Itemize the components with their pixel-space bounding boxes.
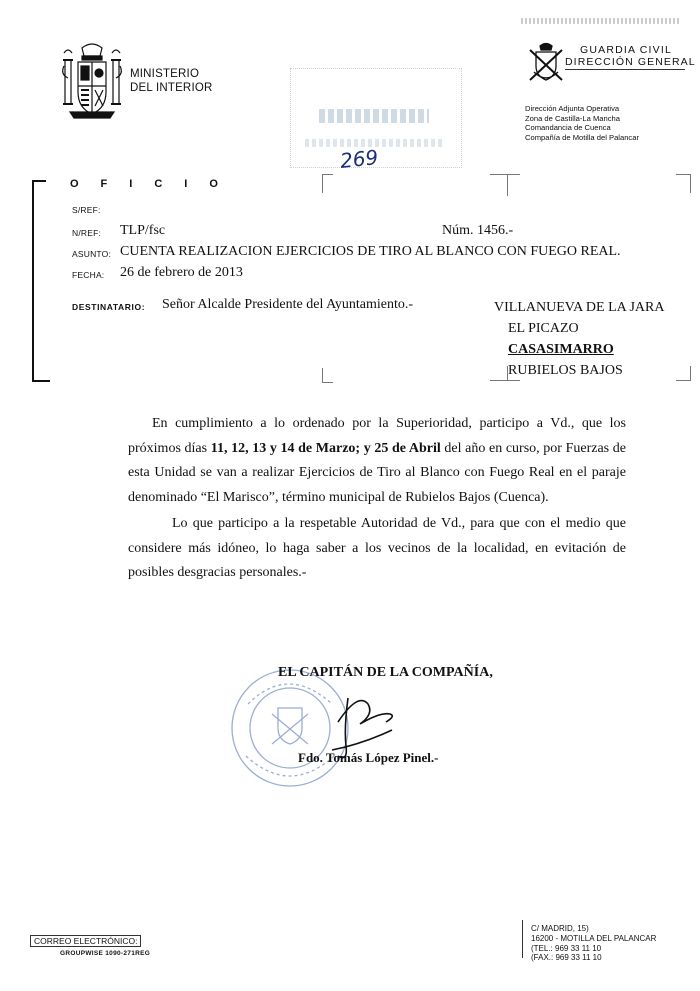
asunto-value: CUENTA REALIZACION EJERCICIOS DE TIRO AL BLANCO CON FUEGO REAL. [120,244,621,259]
nref-value: TLP/fsc [120,223,166,238]
oficio-frame-left [32,180,34,382]
scan-noise-strip [521,18,681,24]
spain-coat-of-arms-logo [60,42,124,124]
destinatario-label: DESTINATARIO: [72,302,146,312]
body-paragraph-1: En cumplimiento a lo ordenado por la Superioridad, participo a Vd., que los próximos días 11, 12, 13 y 14 de Marzo; y 25 de Abril del año en curso, por Fuerzas de esta Unidad se van a realizar Ejercicios de Tiro al Blanco con Fuego Real en el paraje denominado “El Marisco”, término municipal de Rubielos Bajos (Cuenca). [128,416,626,505]
exercise-dates: 11, 12, 13 y 14 de Marzo; y 25 de Abril [210,440,441,456]
place-el-picazo: EL PICAZO [508,321,579,336]
body-paragraph-2: Lo que participo a la respetable Autoridad de Vd., para que con el medio que considere más idóneo, lo haga saber a los vecinos de la localidad, en evitación de posibles desgracias personales.- [128,516,626,580]
groupwise-id: GROUPWISE 1090-271REG [60,950,151,957]
postal-address: C/ MADRID, 15) 16200 - MOTILLA DEL PALANCAR (TEL.: 969 33 11 10 (FAX.: 969 33 11 10 [531,924,657,963]
oficio-frame-tick-bottom [32,380,50,382]
window-corner-top-right [676,174,691,193]
guardia-civil-emblem-logo [526,42,566,86]
ministry-name: MINISTERIO DEL INTERIOR [130,68,213,94]
window-corner-top-center [490,174,520,187]
nref-label: N/REF: [72,228,102,238]
letter-body [128,412,626,586]
email-label-box: CORREO ELECTRÓNICO: [30,935,141,947]
signatory-name: Fdo. Tomás López Pinel.- [298,750,439,765]
direccion-general-subtitle: DIRECCIÓN GENERAL [565,56,696,68]
handwritten-registry-number: 269 [338,145,380,173]
place-rubielos-bajos: RUBIELOS BAJOS [508,363,623,378]
subtitle-underline [565,69,685,70]
window-corner-tick [507,174,508,196]
place-villanueva: VILLANUEVA DE LA JARA [494,300,665,315]
place-casasimarro: CASASIMARRO [508,342,614,357]
address-divider [522,920,523,958]
window-corner-bottom-left [322,368,333,383]
sref-label: S/REF: [72,205,101,215]
num-value: Núm. 1456.- [442,223,514,238]
fecha-label: FECHA: [72,270,105,280]
addressee-places [494,297,664,381]
guardia-civil-title: GUARDIA CIVIL [580,44,673,56]
fecha-value: 26 de febrero de 2013 [120,265,243,280]
oficio-label: OFICIO [70,178,240,190]
window-corner-top-left [322,174,333,193]
oficio-frame-tick-top [32,180,46,182]
destinatario-value: Señor Alcalde Presidente del Ayuntamiento.- [162,297,414,312]
unit-hierarchy: Dirección Adjunta Operativa Zona de Castilla-La Mancha Comandancia de Cuenca Compañía de Motilla del Palancar [525,104,639,142]
asunto-label: ASUNTO: [72,249,112,259]
window-corner-bottom-right [676,366,691,381]
signatory-title: EL CAPITÁN DE LA COMPAÑÍA, [278,665,493,680]
